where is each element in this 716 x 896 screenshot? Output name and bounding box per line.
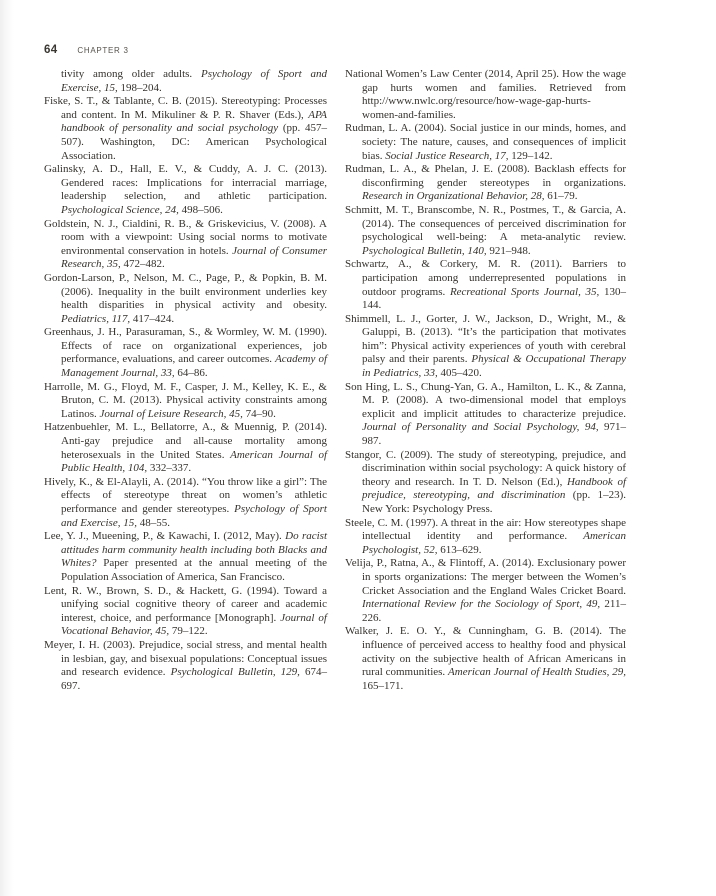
reference-text: 613–629. — [437, 543, 482, 556]
reference-text: Son Hing, L. S., Chung-Yan, G. A., Hamilton, L. K., & Zanna, M. P. (2008). A two-dimensional model that employs explicit and implicit attitudes to characterize prejudice. — [345, 380, 626, 420]
reference-text: 165–171. — [362, 679, 404, 692]
reference-entry — [345, 557, 626, 625]
reference-text: Galinsky, A. D., Hall, E. V., & Cuddy, A. J. C. (2013). Gendered races: Implications for interracial marriage, leadership selection, and athletic participation. — [44, 163, 327, 203]
reference-text: 472–482. — [120, 258, 165, 271]
reference-text: Schwartz, A., & Corkery, M. R. (2011). Barriers to participation among underrepresented populations in outdoor programs. — [345, 258, 626, 298]
reference-entry — [345, 625, 626, 693]
reference-italic-text: Academy of Management Journal, 33, — [61, 353, 327, 380]
reference-entry — [44, 476, 327, 530]
reference-text: Greenhaus, J. H., Parasuraman, S., & Wormley, W. M. (1990). Effects of race on organizational experiences, job performance, evaluations, and career outcomes. — [44, 326, 327, 366]
reference-text: 498–506. — [178, 203, 223, 216]
reference-italic-text: Pediatrics, 117, — [61, 312, 131, 325]
reference-entry — [345, 449, 626, 517]
reference-entry — [44, 639, 327, 693]
reference-entry — [345, 313, 626, 381]
reference-text: Hatzenbuehler, M. L., Bellatorre, A., & Muennig, P. (2014). Anti-gay prejudice and all-cause mortality among heterosexuals in the United States. — [44, 421, 327, 461]
reference-italic-text: Psychological Bulletin, 129, — [170, 666, 300, 679]
reference-text: 971–987. — [362, 421, 626, 448]
reference-entry — [44, 163, 327, 217]
reference-text: Harrolle, M. G., Floyd, M. F., Casper, J. M., Kelley, K. E., & Bruton, C. M. (2013). Physical activity constraints among Latinos. — [44, 380, 327, 420]
reference-italic-text: Handbook of prejudice, stereotyping, and discrimination — [362, 475, 627, 502]
reference-text: 74–90. — [242, 407, 276, 420]
reference-text: Walker, J. E. O. Y., & Cunningham, G. B. (2014). The influence of perceived access to healthy food and physical activity on the subjective health of African Americans in rural communities. — [345, 625, 626, 679]
reference-italic-text: Journal of Consumer Research, 35, — [61, 244, 327, 271]
references-column-left — [44, 68, 327, 693]
reference-text: 417–424. — [130, 312, 175, 325]
reference-italic-text: American Journal of Health Studies, 29, — [448, 666, 626, 679]
reference-italic-text: Psychology of Sport and Exercise, 15, — [61, 503, 327, 529]
reference-entry — [345, 68, 626, 122]
reference-text: Fiske, S. T., & Tablante, C. B. (2015). Stereotyping: Processes and content. In M. Mikuliner & P. R. Shaver (Eds.), — [44, 95, 327, 121]
reference-text: Lent, R. W., Brown, S. D., & Hackett, G. (1994). Toward a unifying social cognitive theory of career and academic interest, choice, and performance [Monograph]. — [44, 584, 327, 624]
reference-text: Rudman, L. A. (2004). Social justice in our minds, homes, and society: The nature, causes, and consequences of implicit bias. — [345, 122, 626, 162]
chapter-label: CHAPTER 3 — [77, 46, 129, 55]
scan-gutter-shadow — [0, 0, 14, 896]
reference-text: (pp. 457–507). Washington, DC: American Psychological Association. — [61, 122, 327, 162]
reference-italic-text: Psychological Bulletin, 140, — [362, 244, 487, 257]
reference-entry — [44, 421, 327, 475]
reference-italic-text: Journal of Leisure Research, 45, — [99, 407, 243, 420]
reference-text: Schmitt, M. T., Branscombe, N. R., Postmes, T., & Garcia, A. (2014). The consequences of perceived discrimination for psychological well-being: A meta-analytic review. — [345, 203, 626, 244]
reference-text: 64–86. — [174, 367, 208, 380]
reference-text: Gordon-Larson, P., Nelson, M. C., Page, P., & Popkin, B. M. (2006). Inequality in the built environment underlies key health disparities in physical activity and obesity. — [44, 271, 327, 312]
reference-italic-text: Recreational Sports Journal, 35, — [449, 285, 600, 298]
reference-entry — [44, 326, 327, 380]
page-number: 64 — [44, 44, 58, 56]
reference-text: Lee, Y. J., Mueening, P., & Kawachi, I. (2012, May). — [44, 530, 286, 543]
reference-entry — [345, 381, 626, 449]
reference-entry — [345, 122, 626, 163]
reference-text: 130–144. — [362, 285, 627, 312]
reference-italic-text: Psychological Science, 24, — [61, 203, 179, 216]
reference-italic-text: APA handbook of personality and social psychology — [61, 108, 327, 135]
reference-text: Stangor, C. (2009). The study of stereotyping, prejudice, and discrimination within social psychology: A quick history of theory and research. In T. D. Nelson (Ed.), — [345, 448, 626, 488]
reference-text: 211–226. — [362, 598, 627, 624]
reference-italic-text: American Psychologist, 52, — [362, 530, 626, 556]
references-column-right — [345, 68, 626, 693]
reference-text: 198–204. — [117, 81, 162, 94]
reference-entry — [44, 218, 327, 272]
reference-italic-text: Journal of Personality and Social Psychology, 94, — [362, 421, 599, 434]
reference-italic-text: Physical & Occupational Therapy in Pediatrics, 33, — [362, 353, 626, 380]
reference-text: 79–122. — [169, 625, 208, 638]
reference-entry — [345, 163, 626, 204]
reference-entry — [44, 585, 327, 639]
reference-text: Velija, P., Ratna, A., & Flintoff, A. (2014). Exclusionary power in sports organizations: The merger between the Women’s Cricket Association and the England Wales Cricket Board. — [345, 557, 626, 597]
reference-text: 129–142. — [508, 149, 553, 162]
reference-text: Meyer, I. H. (2003). Prejudice, social stress, and mental health in lesbian, gay, and bisexual populations: Conceptual issues and research evidence. — [44, 638, 327, 679]
reference-text: Hively, K., & El-Alayli, A. (2014). “You throw like a girl”: The effects of stereotype threat on women’s athletic performance and gender stereotypes. — [44, 475, 327, 515]
reference-italic-text: International Review for the Sociology of Sport, 49, — [362, 598, 601, 611]
reference-text: 61–79. — [544, 190, 578, 203]
reference-entry — [345, 204, 626, 258]
reference-text: Shimmell, L. J., Gorter, J. W., Jackson, D., Wright, M., & Galuppi, B. (2013). “It’s the participation that motivates him”: Physical activity experiences of youth with cerebral palsy and their parents. — [345, 312, 626, 366]
reference-text: 48–55. — [136, 516, 170, 529]
reference-text: Goldstein, N. J., Cialdini, R. B., & Griskevicius, V. (2008). A room with a viewpoint: Using social norms to motivate environmental conservation in hotels. — [44, 217, 327, 257]
reference-text: Paper presented at the annual meeting of the Population Association of America, San Francisco. — [61, 557, 327, 583]
reference-text: 332–337. — [147, 462, 192, 475]
reference-entry — [44, 530, 327, 584]
reference-text: National Women’s Law Center (2014, April 25). How the wage gap hurts women and families. Retrieved from http://www.nwlc.org/resource/how-wage-gap-hurts-women-and-families. — [345, 68, 626, 121]
reference-entry — [44, 381, 327, 422]
reference-text: 674–697. — [61, 666, 328, 692]
reference-italic-text: American Journal of Public Health, 104, — [61, 448, 328, 475]
reference-text: 921–948. — [486, 244, 531, 257]
reference-entry — [44, 95, 327, 163]
reference-italic-text: Research in Organizational Behavior, 28, — [362, 190, 545, 203]
page-header — [44, 40, 129, 58]
reference-text: Steele, C. M. (1997). A threat in the air: How stereotypes shape intellectual identity and performance. — [345, 516, 626, 543]
reference-italic-text: Journal of Vocational Behavior, 45, — [61, 611, 327, 638]
reference-entry — [345, 258, 626, 312]
reference-text: 405–420. — [437, 367, 482, 380]
reference-text: tivity among older adults. — [61, 68, 201, 80]
reference-entry — [345, 517, 626, 558]
reference-entry — [44, 272, 327, 326]
reference-italic-text: Psychology of Sport and Exercise, 15, — [61, 68, 327, 94]
reference-italic-text: Do racist attitudes harm community health including both Blacks and Whites? — [61, 530, 327, 570]
reference-entry — [44, 68, 327, 95]
reference-text: Rudman, L. A., & Phelan, J. E. (2008). Backlash effects for disconfirming gender stereotypes in organizations. — [345, 163, 626, 189]
reference-italic-text: Social Justice Research, 17, — [385, 149, 509, 162]
reference-text: (pp. 1–23). New York: Psychology Press. — [362, 489, 626, 515]
